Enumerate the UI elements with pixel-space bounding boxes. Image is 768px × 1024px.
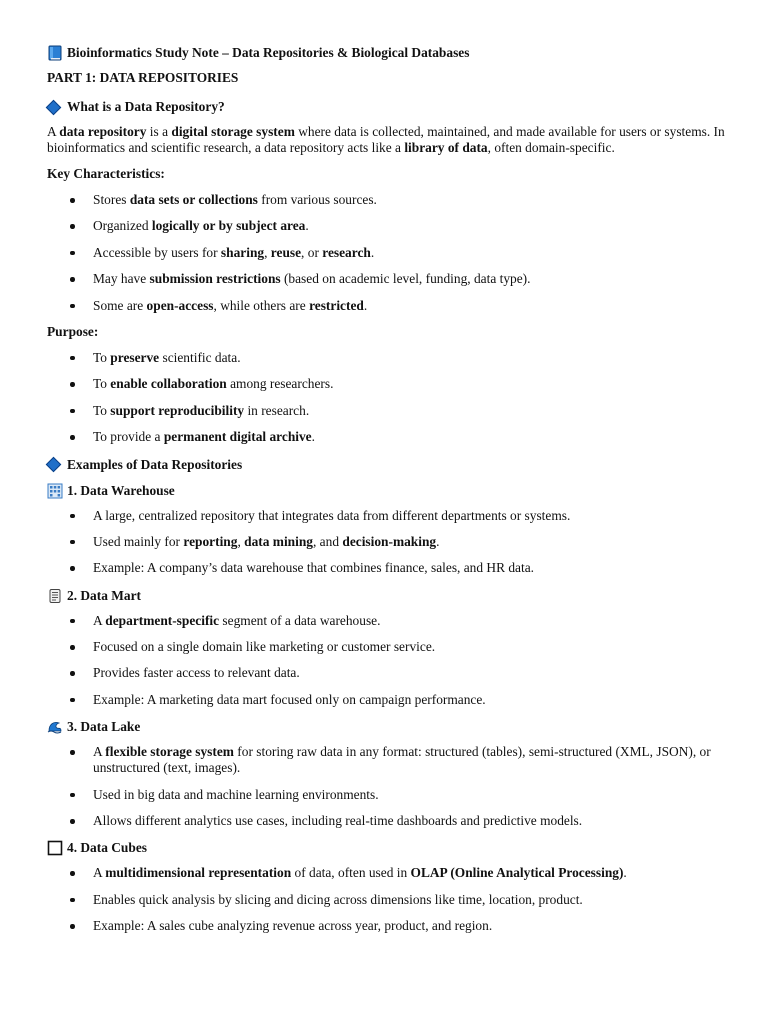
cubes-heading-row [47, 839, 727, 857]
text: . [305, 218, 309, 234]
mart-heading-row [47, 587, 727, 605]
bold-text: submission restrictions [149, 271, 281, 287]
text: , or [301, 244, 323, 260]
list-item [47, 918, 727, 934]
list-item [47, 508, 727, 524]
text: . [363, 297, 368, 313]
bold-text: logically or by subject area [151, 218, 306, 234]
mart-heading: 2. Data Mart [67, 587, 141, 603]
text: from various sources. [257, 192, 377, 207]
list-item [47, 192, 727, 208]
text: , [264, 244, 271, 260]
text: Accessible by users for [93, 244, 221, 260]
building-icon [47, 483, 63, 499]
text: in research. [244, 402, 310, 418]
wave-icon [47, 719, 63, 735]
text: Stores [93, 192, 130, 207]
text: Example: A marketing data mart focused only on campaign performance. [93, 691, 486, 707]
list-item [47, 787, 727, 803]
text: . [623, 865, 627, 881]
text: Used mainly for [93, 533, 184, 549]
mart-list [47, 613, 727, 708]
text: Organized [93, 218, 152, 234]
list-item [47, 271, 727, 287]
intro-paragraph [47, 124, 727, 156]
key-characteristics-list [47, 192, 727, 314]
cubes-list [47, 865, 727, 934]
bold-text: data mining [244, 533, 313, 549]
lake-heading-row [47, 718, 727, 736]
purpose-label: Purpose: [47, 323, 99, 339]
document-page [47, 44, 727, 945]
text: Used in big data and machine learning environments. [93, 786, 379, 802]
warehouse-heading-row [47, 482, 727, 500]
text: A [47, 124, 60, 139]
document-title-row [47, 44, 727, 62]
bold-text: support reproducibility [110, 402, 245, 418]
text: Some are [93, 297, 147, 313]
text: scientific data. [159, 349, 241, 365]
bold-text: permanent digital archive [163, 429, 312, 445]
text: where data is collected, maintained, and made available for users or systems. In bioinformatics and scientific research, a data repository acts like a [47, 124, 725, 155]
list-item [47, 298, 727, 314]
text: is a [146, 124, 172, 139]
bold-text: restricted [309, 297, 364, 313]
bold-text: flexible storage system [105, 744, 234, 760]
examples-heading-row [47, 456, 727, 474]
list-item [47, 350, 727, 366]
text: A [93, 612, 106, 628]
list-item [47, 560, 727, 576]
what-is-heading-row [47, 98, 727, 116]
text: A large, centralized repository that integrates data from different departments or systems. [93, 507, 571, 523]
bold-text: reuse [270, 244, 302, 260]
list-item [47, 403, 727, 419]
text: . [311, 429, 315, 445]
lake-list [47, 744, 727, 829]
bold-text: department-specific [105, 612, 220, 628]
list-item [47, 892, 727, 908]
text: Example: A company’s data warehouse that combines finance, sales, and HR data. [93, 560, 535, 576]
text: A [93, 865, 106, 881]
key-characteristics-label: Key Characteristics: [47, 166, 165, 181]
text: A [93, 744, 106, 760]
text: , often domain-specific. [487, 140, 615, 155]
scroll-icon [47, 588, 63, 604]
book-icon [47, 45, 63, 61]
bold-text: data sets or collections [129, 192, 258, 207]
text: Example: A sales cube analyzing revenue across year, product, and region. [93, 918, 493, 934]
text: , and [312, 533, 343, 549]
text: Allows different analytics use cases, including real-time dashboards and predictive models. [93, 813, 583, 829]
text: To [93, 376, 111, 392]
list-item [47, 813, 727, 829]
list-item [47, 245, 727, 261]
text: among researchers. [226, 376, 334, 392]
text: of data, often used in [291, 865, 411, 881]
text: for storing raw data in any format: structured (tables), semi-structured (XML, JSON), or unstructured (text, images). [93, 744, 711, 776]
bold-text: sharing [220, 244, 265, 260]
bold-text: digital storage system [171, 124, 295, 139]
text: (based on academic level, funding, data type). [280, 271, 531, 287]
list-item [47, 692, 727, 708]
list-item [47, 534, 727, 550]
text: , while others are [213, 297, 310, 313]
text: To [93, 402, 111, 418]
list-item [47, 429, 727, 445]
part-heading: PART 1: DATA REPOSITORIES [47, 70, 239, 85]
list-item [47, 865, 727, 881]
text: To provide a [93, 429, 164, 445]
cube-square-icon [47, 840, 63, 856]
bold-text: open-access [146, 297, 214, 313]
list-item [47, 744, 727, 776]
bold-text: library of data [404, 140, 488, 155]
bold-text: decision-making [342, 533, 437, 549]
bold-text: data repository [59, 124, 147, 139]
warehouse-list [47, 508, 727, 577]
blue-diamond-icon [47, 458, 60, 471]
document-title: Bioinformatics Study Note – Data Repositories & Biological Databases [67, 45, 470, 60]
text: . [370, 244, 375, 260]
bold-text: reporting [183, 533, 238, 549]
text: May have [93, 271, 150, 287]
warehouse-heading: 1. Data Warehouse [67, 482, 175, 498]
examples-heading: Examples of Data Repositories [67, 456, 243, 472]
bold-text: research [322, 244, 371, 260]
text: To [93, 349, 111, 365]
text: segment of a data warehouse. [219, 612, 381, 628]
text: Provides faster access to relevant data. [93, 665, 300, 681]
text: , [237, 533, 245, 549]
list-item [47, 613, 727, 629]
list-item [47, 376, 727, 392]
bold-text: multidimensional representation [105, 865, 292, 881]
text: Focused on a single domain like marketing or customer service. [93, 639, 436, 655]
list-item [47, 665, 727, 681]
list-item [47, 639, 727, 655]
text: Enables quick analysis by slicing and dicing across dimensions like time, location, product. [93, 891, 583, 907]
lake-heading: 3. Data Lake [67, 719, 141, 735]
bold-text: enable collaboration [110, 376, 227, 392]
list-item [47, 218, 727, 234]
blue-diamond-icon [47, 101, 60, 114]
purpose-list [47, 350, 727, 445]
text: . [436, 533, 440, 549]
bold-text: OLAP (Online Analytical Processing) [410, 865, 624, 881]
bold-text: preserve [110, 349, 160, 365]
cubes-heading: 4. Data Cubes [67, 840, 147, 856]
what-is-heading: What is a Data Repository? [67, 99, 225, 114]
